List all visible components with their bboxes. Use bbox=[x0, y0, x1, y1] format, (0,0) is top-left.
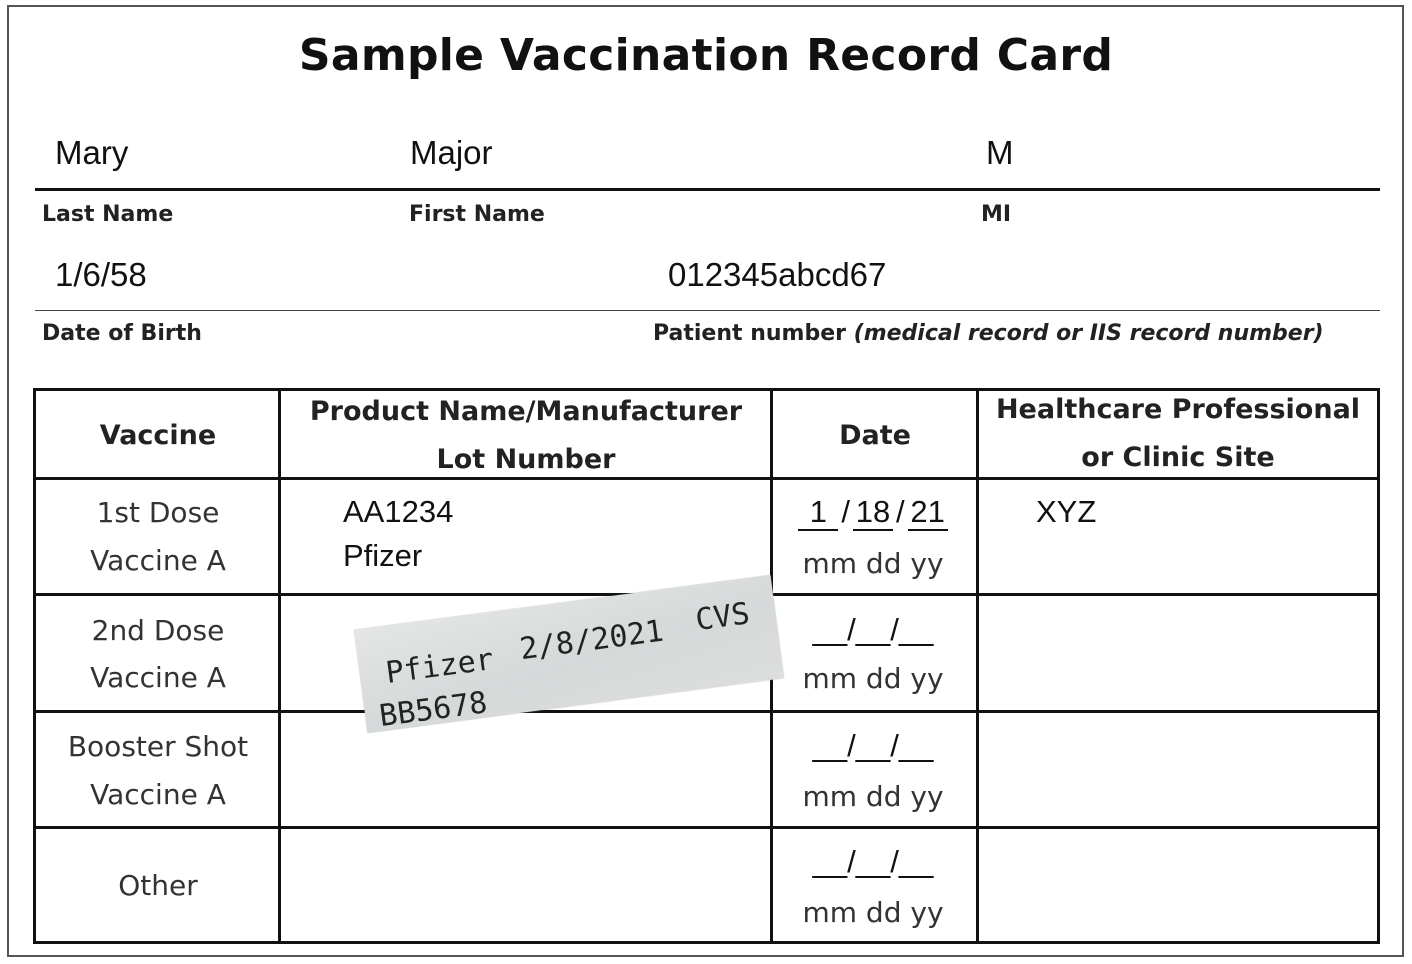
patient-number-note: (medical record or IIS record number) bbox=[853, 321, 1324, 346]
first-name-value: Major bbox=[410, 134, 493, 171]
mi-value: M bbox=[986, 134, 1014, 171]
first-name-label: First Name bbox=[409, 202, 545, 227]
header-product-line1: Product Name/Manufacturer bbox=[309, 396, 743, 427]
row1-vaccine-line2: Vaccine A bbox=[90, 544, 226, 577]
dob-underline bbox=[35, 310, 1380, 311]
row3-vaccine-line2: Vaccine A bbox=[90, 778, 226, 811]
patient-number-label-text: Patient number bbox=[653, 321, 846, 346]
last-name-value: Mary bbox=[55, 134, 129, 171]
row3-vaccine-line1: Booster Shot bbox=[67, 730, 249, 763]
row1-manufacturer: Pfizer bbox=[343, 538, 423, 573]
name-underline bbox=[35, 188, 1380, 191]
header-site-line1: Healthcare Professional bbox=[995, 394, 1361, 425]
row4-vaccine-line1: Other bbox=[118, 869, 198, 902]
sticker-lot: BB5678 bbox=[377, 685, 490, 735]
header-vaccine: Vaccine bbox=[99, 420, 217, 451]
sticker-date: 2/8/2021 bbox=[517, 613, 666, 668]
row2-date-blank: __/__/__ bbox=[812, 612, 934, 647]
row1-lot-number: AA1234 bbox=[343, 494, 454, 529]
row4-date-blank: __/__/__ bbox=[812, 844, 934, 879]
sticker-site: CVS bbox=[693, 596, 752, 639]
row1-date-hint: mm dd yy bbox=[802, 547, 944, 580]
dob-label: Date of Birth bbox=[42, 321, 202, 346]
row2-vaccine-line1: 2nd Dose bbox=[91, 614, 225, 647]
patient-number-label bbox=[653, 321, 1324, 346]
patient-number-value: 012345abcd67 bbox=[668, 256, 887, 293]
table-row-divider bbox=[36, 710, 1377, 713]
row4-date-hint: mm dd yy bbox=[802, 896, 944, 929]
row2-date-hint: mm dd yy bbox=[802, 662, 944, 695]
dob-value: 1/6/58 bbox=[55, 256, 147, 293]
last-name-label: Last Name bbox=[42, 202, 174, 227]
card-title: Sample Vaccination Record Card bbox=[298, 30, 1114, 81]
header-site-line2: or Clinic Site bbox=[1081, 442, 1275, 473]
sticker-manufacturer: Pfizer bbox=[383, 642, 496, 691]
row2-vaccine-line2: Vaccine A bbox=[90, 661, 226, 694]
row3-date-blank: __/__/__ bbox=[812, 728, 934, 763]
row1-vaccine-line1: 1st Dose bbox=[96, 496, 220, 529]
mi-label: MI bbox=[981, 202, 1012, 227]
row1-site: XYZ bbox=[1036, 494, 1097, 529]
row1-date-mm: 1 bbox=[798, 495, 838, 531]
header-product-line2: Lot Number bbox=[436, 444, 616, 475]
row1-date-yy: 21 bbox=[908, 495, 948, 531]
table-row-divider bbox=[36, 826, 1377, 829]
row1-date-dd: 18 bbox=[853, 495, 893, 531]
row1-date: 1 / 18 / 21 bbox=[773, 494, 973, 531]
row3-date-hint: mm dd yy bbox=[802, 780, 944, 813]
header-date: Date bbox=[839, 420, 911, 451]
